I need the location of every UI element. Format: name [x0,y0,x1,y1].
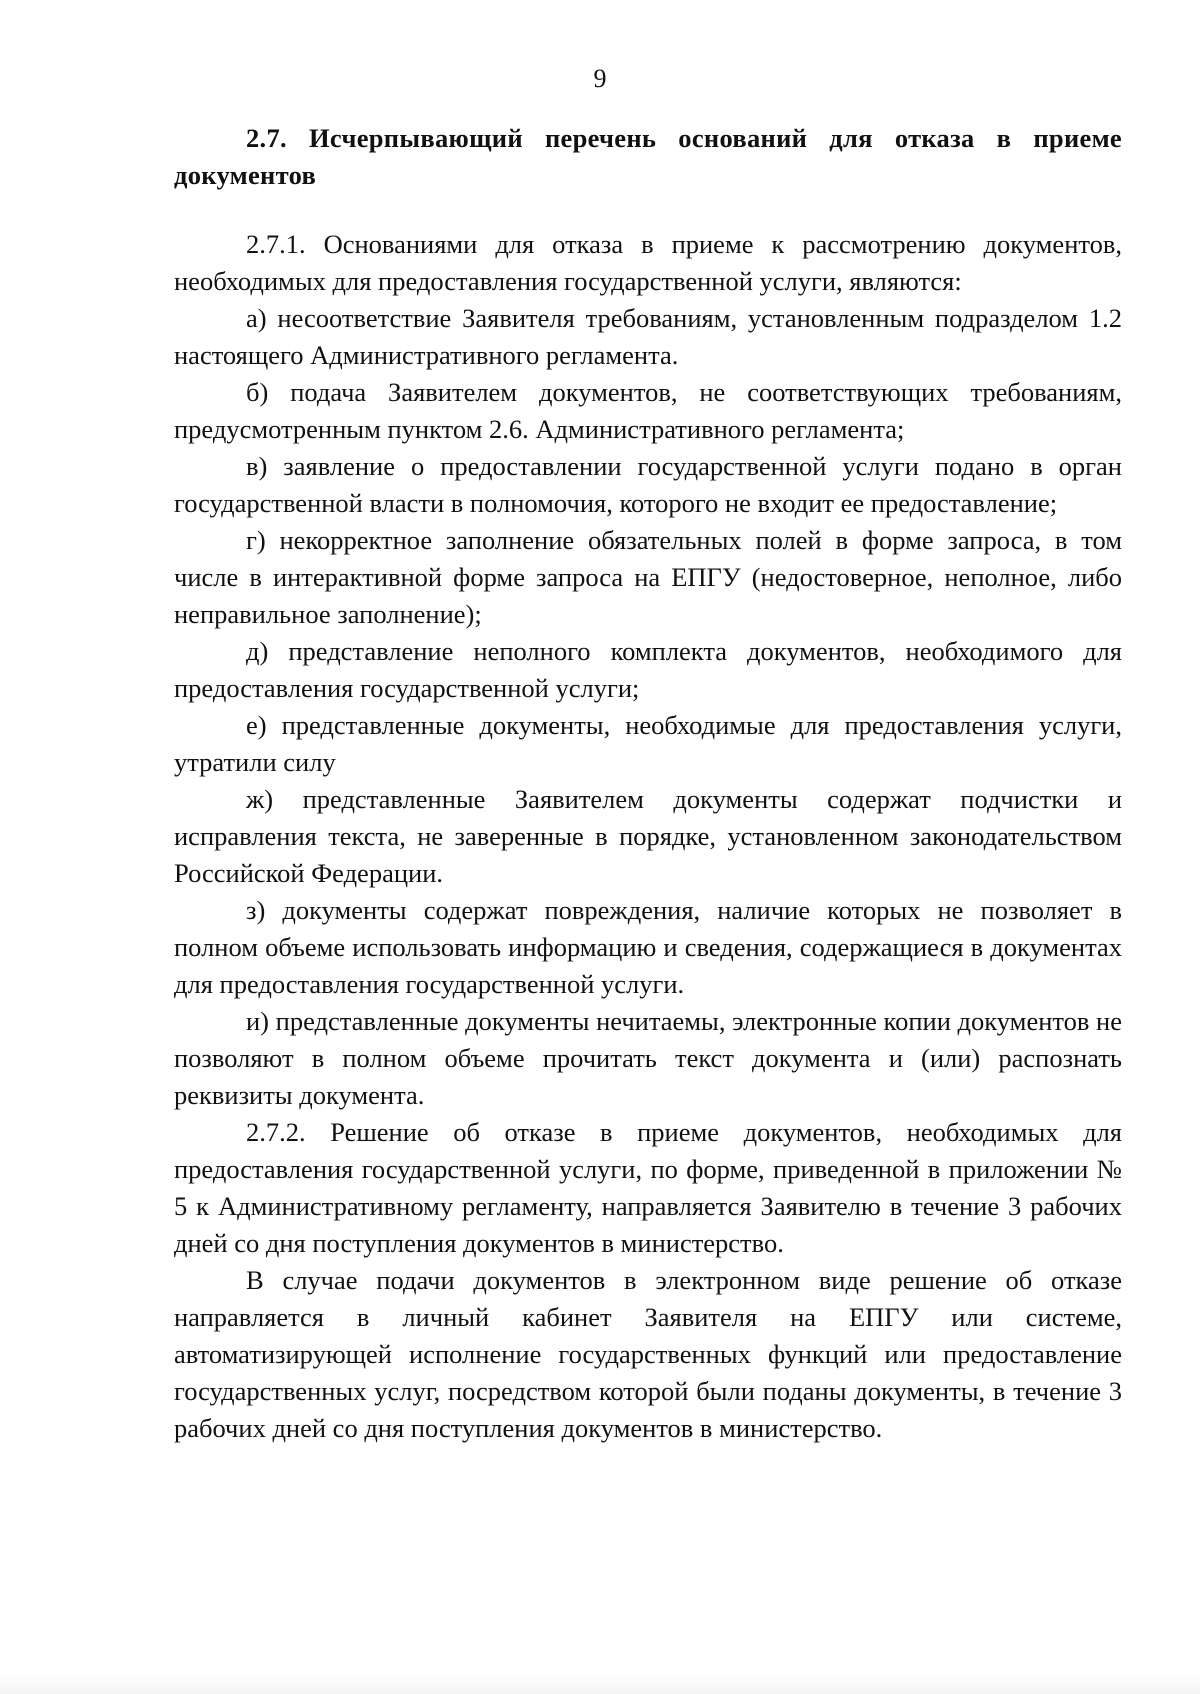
page-number: 9 [593,64,607,93]
paragraph-item-v: в) заявление о предоставлении государственной услуги подано в орган государственной власти в полномочия, которого не входит ее предоставление; [174,451,1122,518]
paragraph-item-b: б) подача Заявителем документов, не соответствующих требованиям, предусмотренным пунктом 2.6. Административного регламента; [174,377,1122,444]
paragraph-item-g: г) некорректное заполнение обязательных полей в форме запроса, в том числе в интерактивной форме запроса на ЕПГУ (недостоверное, неполное, либо неправильное заполнение); [174,525,1122,629]
paragraph-electronic-submission: В случае подачи документов в электронном виде решение об отказе направляется в личный кабинет Заявителя на ЕПГУ или системе, автоматизирующей исполнение государственных функций или предоставление государственных услуг, посредством которой были поданы документы, в течение 3 рабочих дней со дня поступления документов в министерство. [174,1265,1122,1443]
paragraph-2-7-2: 2.7.2. Решение об отказе в приеме документов, необходимых для предоставления государственной услуги, по форме, приведенной в приложении № 5 к Административному регламенту, направляется Заявителю в течение 3 рабочих дней со дня поступления документов в министерство. [174,1117,1122,1258]
paragraph-2-7-1: 2.7.1. Основаниями для отказа в приеме к рассмотрению документов, необходимых для предоставления государственной услуги, являются: [174,229,1122,296]
section-heading: 2.7. Исчерпывающий перечень оснований для отказа в приеме документов [174,123,1122,190]
paragraph-item-e: е) представленные документы, необходимые для предоставления услуги, утратили силу [174,710,1122,777]
paragraph-item-i: и) представленные документы нечитаемы, электронные копии документов не позволяют в полном объеме прочитать текст документа и (или) распознать реквизиты документа. [174,1006,1122,1110]
paragraph-item-d: д) представление неполного комплекта документов, необходимого для предоставления государственной услуги; [174,636,1122,703]
paragraph-item-zh: ж) представленные Заявителем документы содержат подчистки и исправления текста, не заверенные в порядке, установленном законодательством Российской Федерации. [174,784,1122,888]
document-body [174,120,1122,1447]
paragraph-item-z: з) документы содержат повреждения, наличие которых не позволяет в полном объеме использовать информацию и сведения, содержащиеся в документах для предоставления государственной услуги. [174,895,1122,999]
scan-bottom-edge [0,1674,1200,1694]
paragraph-item-a: а) несоответствие Заявителя требованиям, установленным подразделом 1.2 настоящего Административного регламента. [174,303,1122,370]
